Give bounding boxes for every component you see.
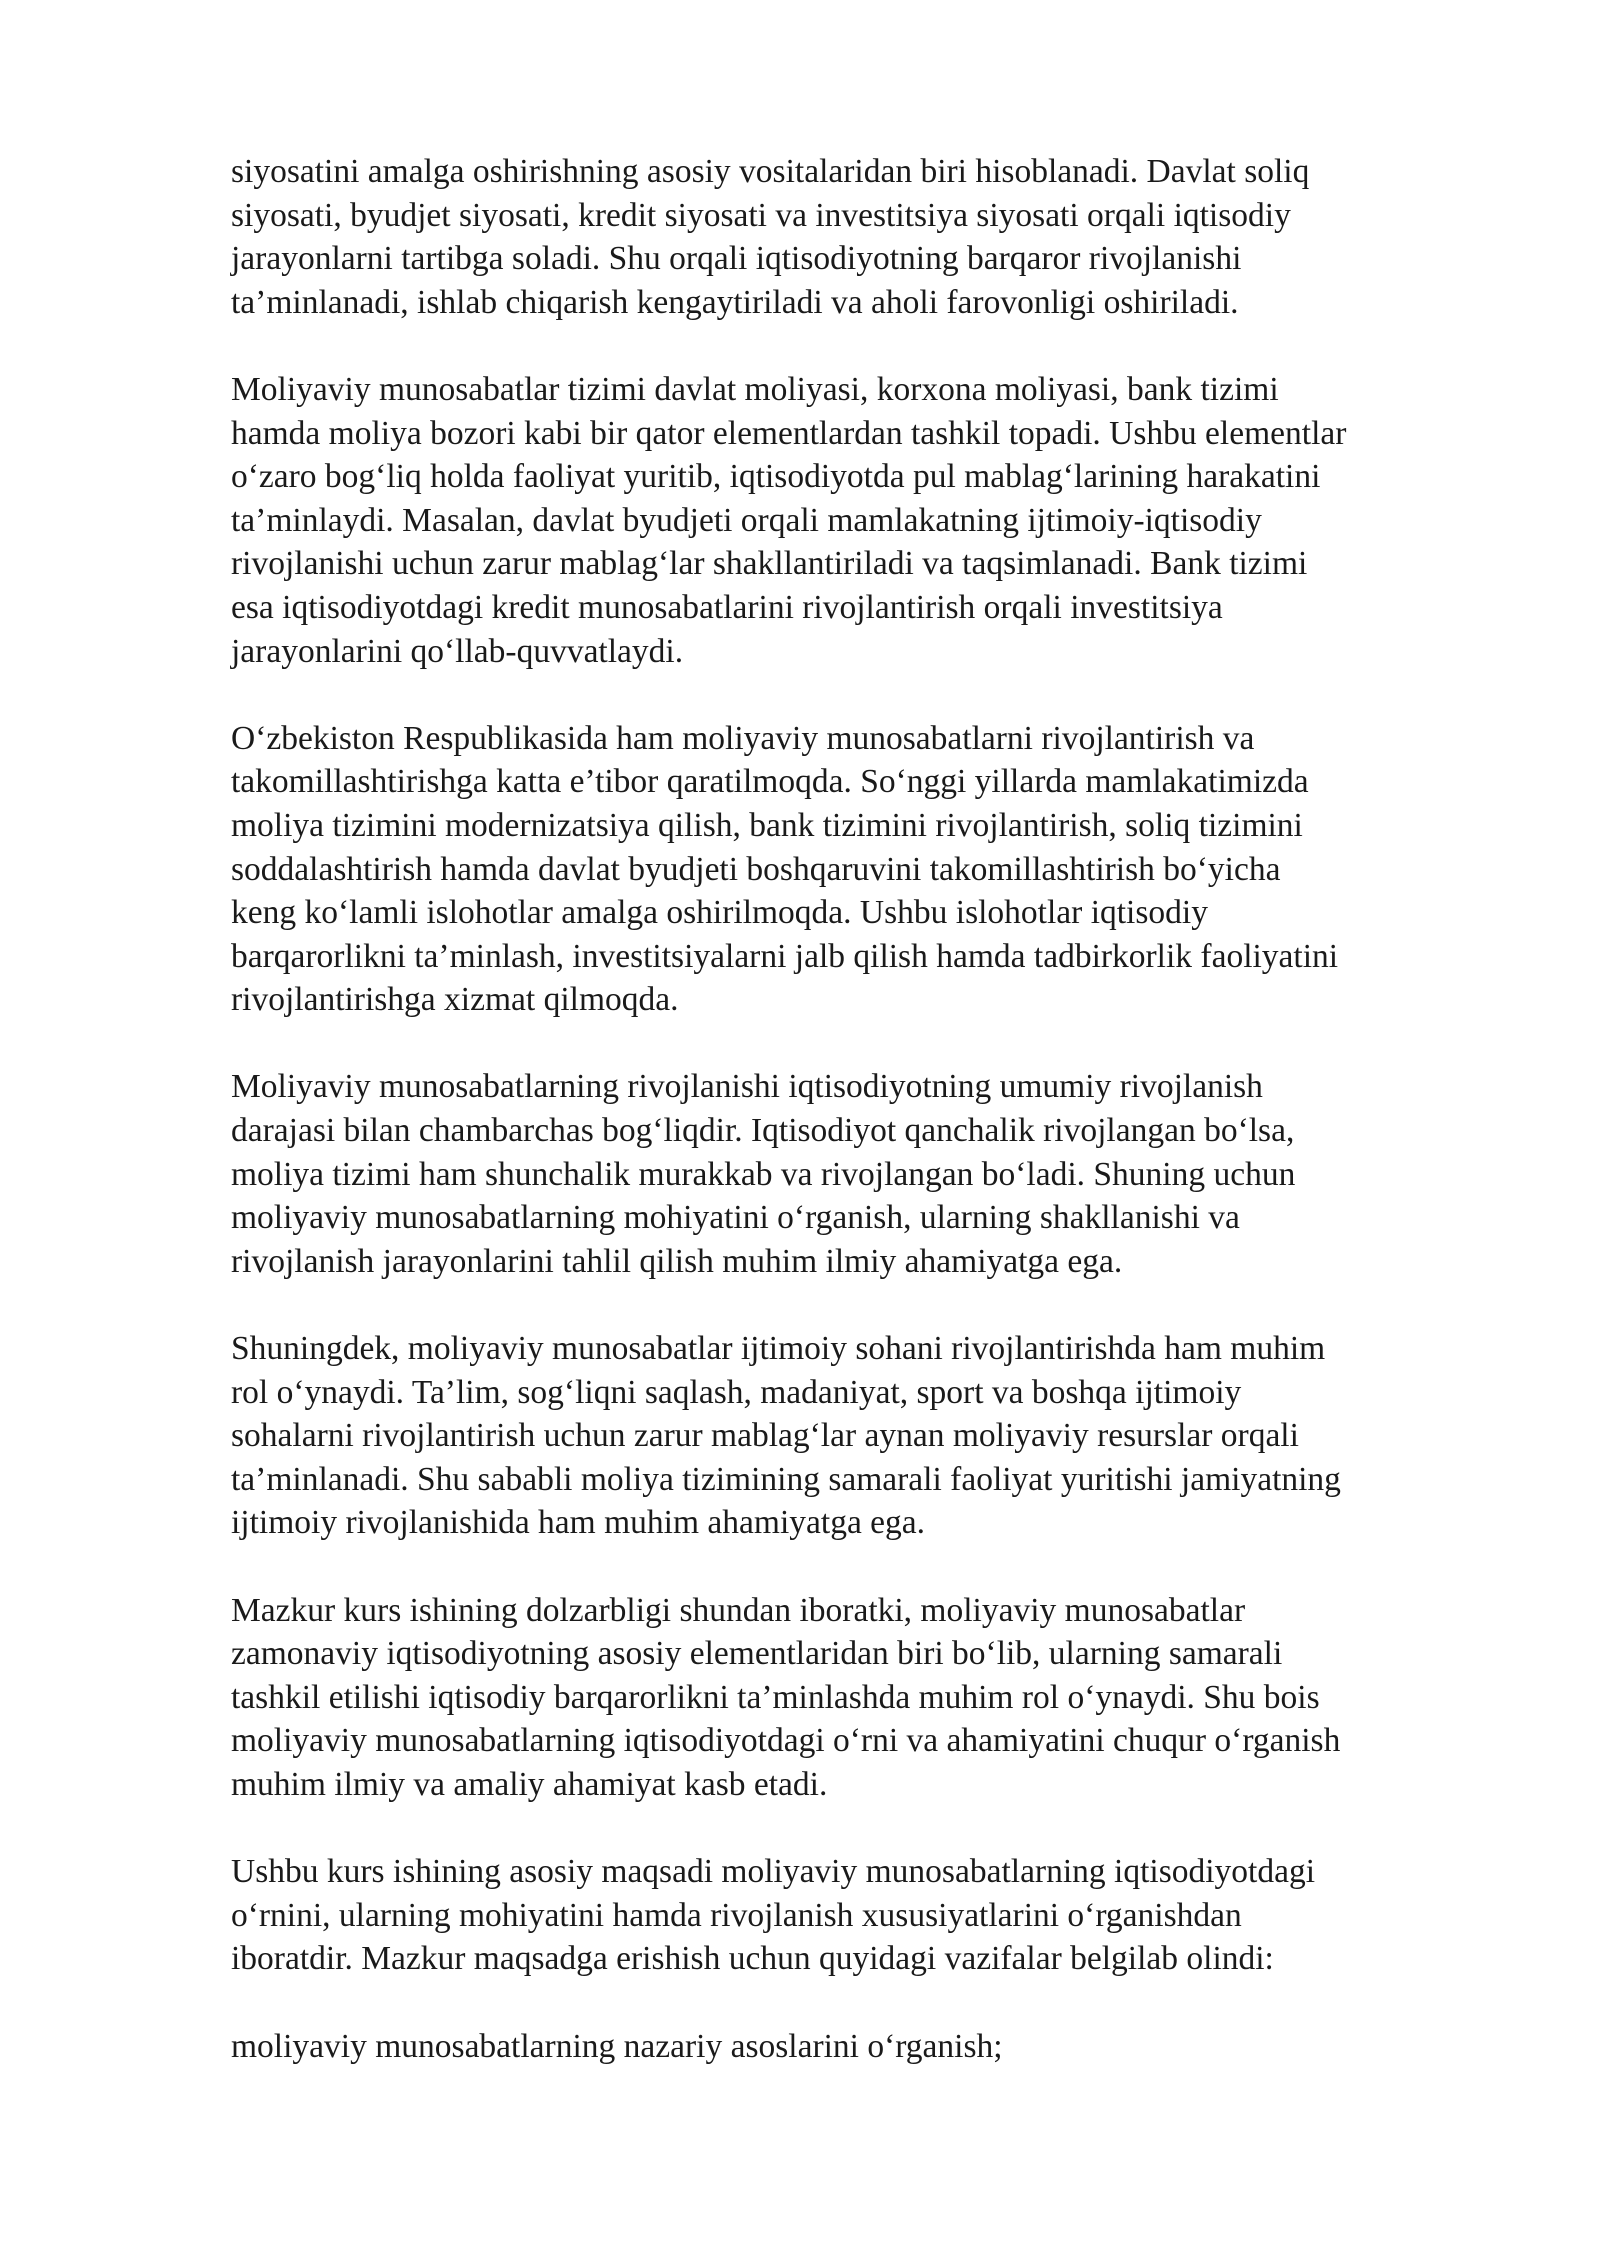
paragraph-4: Moliyaviy munosabatlarning rivojlanishi iqtisodiyotning umumiy rivojlanish darajasi bilan chambarchas bog‘liqdir. Iqtisodiyot qanchalik rivojlangan bo‘lsa, moliya tizimi ham shunchalik murakkab va rivojlangan bo‘ladi. Shuning uchun moliyaviy munosabatlarning mohiyatini o‘rganish, ularning shakllanishi va rivojlanish jarayonlarini tahlil qilish muhim ilmiy ahamiyatga ega. xyxy=(231,1068,1296,1280)
paragraph-5: Shuningdek, moliyaviy munosabatlar ijtimoiy sohani rivojlantirishda ham muhim rol o‘ynaydi. Ta’lim, sog‘liqni saqlash, madaniyat, sport va boshqa ijtimoiy sohalarni rivojlantirish uchun zarur mablag‘lar aynan moliyaviy resurslar orqali ta’minlanadi. Shu sababli moliya tizimining samarali faoliyat yuritishi jamiyatning ijtimoiy rivojlanishida ham muhim ahamiyatga ega. xyxy=(231,1330,1341,1542)
document-body xyxy=(231,150,1531,2112)
paragraph-2: Moliyaviy munosabatlar tizimi davlat moliyasi, korxona moliyasi, bank tizimi hamda moliya bozori kabi bir qator elementlardan tashkil topadi. Ushbu elementlar o‘zaro bog‘liq holda faoliyat yuritib, iqtisodiyotda pul mablag‘larining harakatini ta’minlaydi. Masalan, davlat byudjeti orqali mamlakatning ijtimoiy-iqtisodiy rivojlanishi uchun zarur mablag‘lar shakllantiriladi va taqsimlanadi. Bank tizimi esa iqtisodiyotdagi kredit munosabatlarini rivojlantirish orqali investitsiya jarayonlarini qo‘llab-quvvatlaydi. xyxy=(231,370,1347,670)
paragraph-1: siyosatini amalga oshirishning asosiy vositalaridan biri hisoblanadi. Davlat soliq siyosati, byudjet siyosati, kredit siyosati va investitsiya siyosati orqali iqtisodiy jarayonlarni tartibga soladi. Shu orqali iqtisodiyotning barqaror rivojlanishi ta’minlanadi, ishlab chiqarish kengaytiriladi va aholi farovonligi oshiriladi. xyxy=(231,153,1310,321)
list-item-1: moliyaviy munosabatlarning nazariy asoslarini o‘rganish; xyxy=(231,2027,1003,2065)
paragraph-6: Mazkur kurs ishining dolzarbligi shundan iboratki, moliyaviy munosabatlar zamonaviy iqtisodiyotning asosiy elementlaridan biri bo‘lib, ularning samarali tashkil etilishi iqtisodiy barqarorlikni ta’minlashda muhim rol o‘ynaydi. Shu bois moliyaviy munosabatlarning iqtisodiyotdagi o‘rni va ahamiyatini chuqur o‘rganish muhim ilmiy va amaliy ahamiyat kasb etadi. xyxy=(231,1591,1341,1803)
paragraph-7: Ushbu kurs ishining asosiy maqsadi moliyaviy munosabatlarning iqtisodiyotdagi o‘rnini, ularning mohiyatini hamda rivojlanish xususiyatlarini o‘rganishdan iboratdir. Mazkur maqsadga erishish uchun quyidagi vazifalar belgilab olindi: xyxy=(231,1853,1316,1978)
paragraph-3: O‘zbekiston Respublikasida ham moliyaviy munosabatlarni rivojlantirish va takomillashtirishga katta e’tibor qaratilmoqda. So‘nggi yillarda mamlakatimizda moliya tizimini modernizatsiya qilish, bank tizimini rivojlantirish, soliq tizimini soddalashtirish hamda davlat byudjeti boshqaruvini takomillashtirish bo‘yicha keng ko‘lamli islohotlar amalga oshirilmoqda. Ushbu islohotlar iqtisodiy barqarorlikni ta’minlash, investitsiyalarni jalb qilish hamda tadbirkorlik faoliyatini rivojlantirishga xizmat qilmoqda. xyxy=(231,719,1339,1019)
